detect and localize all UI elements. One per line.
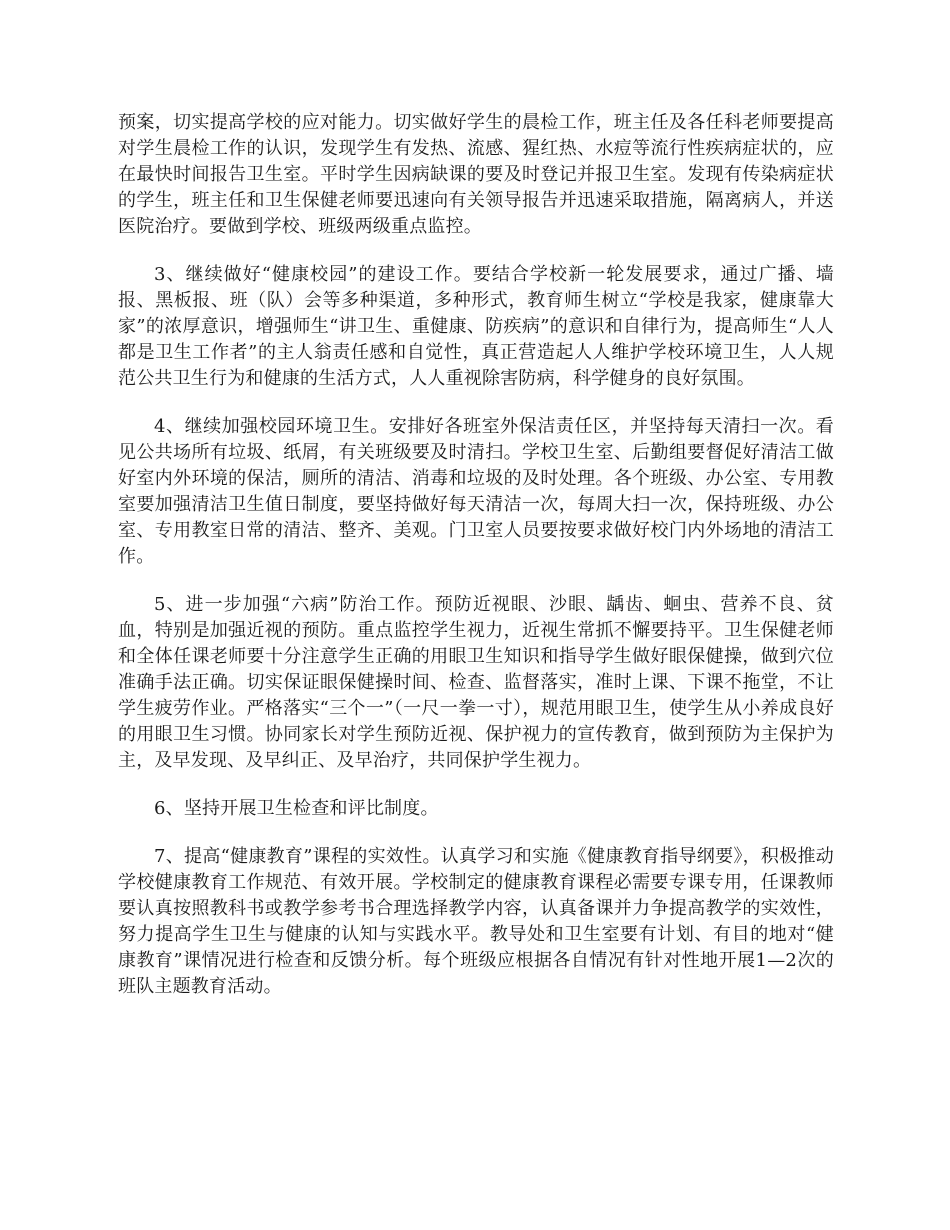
paragraph-continuation: 预案，切实提高学校的应对能力。切实做好学生的晨检工作，班主任及各任科老师要提高对学生晨检工作的认识，发现学生有发热、流感、猩红热、水痘等流行性疾病症状的，应在最快时间报告卫生室。平时学生因病缺课的要及时登记并报卫生室。发现有传染病症状的学生，班主任和卫生保健老师要迅速向有关领导报告并迅速采取措施，隔离病人，并送医院治疗。要做到学校、班级两级重点监控。: [118, 112, 834, 237]
paragraph-item-7: 7、提高“健康教育”课程的实效性。认真学习和实施《健康教育指导纲要》，积极推动学校健康教育工作规范、有效开展。学校制定的健康教育课程必需要专课专用，任课教师要认真按照教科书或教学参考书合理选择教学内容，认真备课并力争提高教学的实效性，努力提高学生卫生与健康的认知与实践水平。教导处和卫生室要有计划、有目的地对“健康教育”课情况进行检查和反馈分析。每个班级应根据各自情况有针对性地开展1—2次的班队主题教育活动。: [118, 846, 834, 997]
paragraph-item-6: 6、坚持开展卫生检查和评比制度。: [154, 798, 439, 819]
paragraph-item-4: 4、继续加强校园环境卫生。安排好各班室外保洁责任区，并坚持每天清扫一次。看见公共场所有垃圾、纸屑，有关班级要及时清扫。学校卫生室、后勤组要督促好清洁工做好室内外环境的保洁，厕所的清洁、消毒和垃圾的及时处理。各个班级、办公室、专用教室要加强清洁卫生值日制度，要坚持做好每天清洁一次，每周大扫一次，保持班级、办公室、专用教室日常的清洁、整齐、美观。门卫室人员要按要求做好校门内外场地的清洁工作。: [118, 416, 834, 567]
document-page: [118, 110, 834, 1022]
paragraph-item-5: 5、进一步加强“六病”防治工作。预防近视眼、沙眼、龋齿、蛔虫、营养不良、贫血，特别是加强近视的预防。重点监控学生视力，近视生常抓不懈要持平。卫生保健老师和全体任课老师要十分注意学生正确的用眼卫生知识和指导学生做好眼保健操，做到穴位准确手法正确。切实保证眼保健操时间、检查、监督落实，准时上课、下课不拖堂，不让学生疲劳作业。严格落实“三个一”（一尺一拳一寸），规范用眼卫生，使学生从小养成良好的用眼卫生习惯。协同家长对学生预防近视、保护视力的宣传教育，做到预防为主保护为主，及早发现、及早纠正、及早治疗，共同保护学生视力。: [118, 594, 834, 771]
paragraph-item-3: 3、继续做好“健康校园”的建设工作。要结合学校新一轮发展要求，通过广播、墙报、黑板报、班（队）会等多种渠道，多种形式，教育师生树立“学校是我家，健康靠大家”的浓厚意识，增强师生“讲卫生、重健康、防疾病”的意识和自律行为，提高师生“人人都是卫生工作者”的主人翁责任感和自觉性，真正营造起人人维护学校环境卫生，人人规范公共卫生行为和健康的生活方式，人人重视除害防病，科学健身的良好氛围。: [118, 264, 834, 389]
